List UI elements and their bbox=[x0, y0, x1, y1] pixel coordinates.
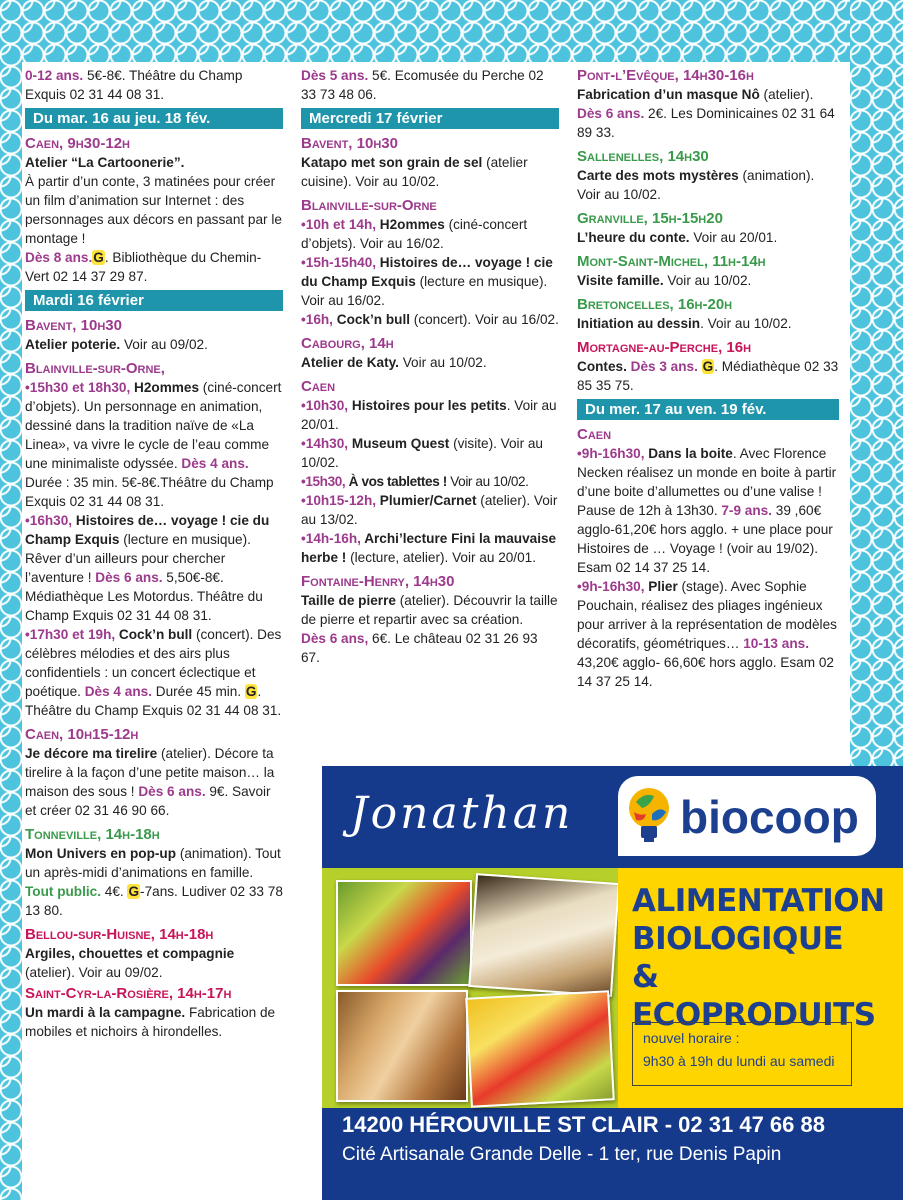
column-1 bbox=[25, 66, 283, 1041]
listing-text: •16h, Cock’n bull (concert). Voir au 16/02. bbox=[301, 312, 559, 327]
listing-text: •9h-16h30, Dans la boite. Avec Florence Necken réalisez un monde en boite à partir d’une boite d’allumettes ou d’une valise ! Pause de 12h à 13h30. 7-9 ans. 39 ,60€ agglo-61,20€ hors agglo. + une place pour Histoires de … Voyage ! (voir au 19/02). Esam 02 14 37 25 14. bbox=[577, 446, 837, 575]
listing-text: •14h30, Museum Quest (visite). Voir au 10/02. bbox=[301, 436, 543, 470]
town-heading: Bavent, 10h30 bbox=[301, 135, 398, 152]
listing-text: Atelier poterie. Voir au 09/02. bbox=[25, 337, 208, 352]
town-heading: Sallenelles, 14h30 bbox=[577, 148, 709, 165]
listing-text: Fabrication d’un masque Nô (atelier). Dès 6 ans. 2€. Les Dominicaines 02 31 64 89 33. bbox=[577, 87, 835, 140]
listing-text: •10h15-12h, Plumier/Carnet (atelier). Voir au 13/02. bbox=[301, 493, 558, 527]
listing-text: Katapo met son grain de sel (atelier cuisine). Voir au 10/02. bbox=[301, 155, 528, 189]
hours-text: 9h30 à 19h du lundi au samedi bbox=[643, 1053, 835, 1069]
listing-text: L’heure du conte. Voir au 20/01. bbox=[577, 230, 778, 245]
town-heading: Cabourg, 14h bbox=[301, 335, 394, 352]
town-heading: Mortagne-au-Perche, 16h bbox=[577, 339, 752, 356]
town-heading: Tonneville, 14h-18h bbox=[25, 826, 160, 843]
g-badge: G bbox=[702, 359, 714, 374]
date-bar: Du mar. 16 au jeu. 18 fév. bbox=[25, 108, 283, 129]
slogan: ALIMENTATION BIOLOGIQUE & ECOPRODUITS bbox=[632, 883, 885, 1033]
listing-text: •15h30, À vos tablettes ! Voir au 10/02. bbox=[301, 474, 529, 489]
decorative-pattern-right bbox=[850, 0, 903, 766]
listing-text: Initiation au dessin. Voir au 10/02. bbox=[577, 316, 792, 331]
town-heading: Saint-Cyr-la-Rosière, 14h-17h bbox=[25, 985, 232, 1002]
town-heading: Fontaine-Henry, 14h30 bbox=[301, 573, 455, 590]
vegetables-photo bbox=[336, 880, 472, 986]
town-heading: Bretoncelles, 16h-20h bbox=[577, 296, 733, 313]
g-badge: G bbox=[128, 884, 140, 899]
bread-photo bbox=[336, 990, 468, 1102]
biocoop-advertisement bbox=[322, 766, 903, 1200]
listing-text: 0-12 ans. 5€-8€. Théâtre du Champ Exquis 02 31 44 08 31. bbox=[25, 68, 243, 102]
listing-text: •15h-15h40, Histoires de… voyage ! cie du Champ Exquis (lecture en musique). Voir au 16/02. bbox=[301, 255, 553, 308]
ad-middle bbox=[322, 868, 903, 1108]
listing-text: Carte des mots mystères (animation). Voir au 10/02. bbox=[577, 168, 815, 202]
ad-header bbox=[322, 766, 903, 868]
listing-text: Argiles, chouettes et compagnie (atelier). Voir au 09/02. bbox=[25, 946, 235, 980]
product-photos bbox=[322, 868, 618, 1108]
listing-text: Un mardi à la campagne. Fabrication de mobiles et nichoirs à hirondelles. bbox=[25, 1005, 276, 1039]
town-heading: Bavent, 10h30 bbox=[25, 317, 122, 334]
date-bar: Mardi 16 février bbox=[25, 290, 283, 311]
listing-text: Dès 5 ans. 5€. Ecomusée du Perche 02 33 73 48 06. bbox=[301, 68, 544, 102]
brand-name: biocoop bbox=[680, 791, 859, 843]
listing-text: •10h et 14h, H2ommes (ciné-concert d’objets). Voir au 16/02. bbox=[301, 217, 528, 251]
address-street: Cité Artisanale Grande Delle - 1 ter, rue Denis Papin bbox=[342, 1144, 782, 1165]
town-heading: Granville, 15h-15h20 bbox=[577, 210, 723, 227]
date-bar: Du mer. 17 au ven. 19 fév. bbox=[577, 399, 839, 420]
listing-text: Taille de pierre (atelier). Découvrir la taille de pierre et repartir avec sa création. Dès 6 ans, 6€. Le château 02 31 26 93 67. bbox=[301, 593, 558, 665]
listing-text: •10h30, Histoires pour les petits. Voir au 20/01. bbox=[301, 398, 557, 432]
town-heading: Caen bbox=[301, 378, 336, 395]
juice-photo bbox=[465, 990, 615, 1107]
town-heading: Bellou-sur-Huisne, 14h-18h bbox=[25, 926, 214, 943]
store-name: Jonathan bbox=[350, 788, 574, 839]
listing-text: Visite famille. Voir au 10/02. bbox=[577, 273, 752, 288]
listing-text: Contes. Dès 3 ans. G. Médiathèque 02 33 85 35 75. bbox=[577, 359, 839, 393]
column-3 bbox=[577, 66, 839, 691]
town-heading: Caen, 9h30-12h bbox=[25, 135, 130, 152]
town-heading: Caen, 10h15-12h bbox=[25, 726, 139, 743]
town-heading: Pont-l’Evêque, 14h30-16h bbox=[577, 67, 754, 84]
listing-text: •9h-16h30, Plier (stage). Avec Sophie Pouchain, réalisez des pliages ingénieux pour arriver à la représentation de modèles décoratifs, géométriques… 10-13 ans. 43,20€ agglo- 66,60€ hors agglo. Esam 02 14 37 25 14. bbox=[577, 579, 837, 689]
column-2 bbox=[301, 66, 559, 667]
cheese-photo bbox=[468, 873, 620, 997]
listing-text: •17h30 et 19h, Cock’n bull (concert). Des célèbres mélodies et des airs plus confidentiels : un concert éclectique et poétique. Dès 4 ans. Durée 45 min. G. Théâtre du Champ Exquis 02 31 44 08 31. bbox=[25, 627, 282, 718]
listing-text: •14h-16h, Archi’lecture Fini la mauvaise herbe ! (lecture, atelier). Voir au 20/01. bbox=[301, 531, 557, 565]
biocoop-logo bbox=[618, 776, 876, 856]
listing-text: •16h30, Histoires de… voyage ! cie du Champ Exquis (lecture en musique). Rêver d’un ailleurs pour chercher l’aventure ! Dès 6 ans. 5,50€-8€. Médiathèque Les Motordus. Théâtre du Champ Exquis 02 31 44 08 31. bbox=[25, 513, 270, 623]
address-phone: 14200 HÉROUVILLE ST CLAIR - 02 31 47 66 88 bbox=[342, 1112, 825, 1137]
town-heading: Mont-Saint-Michel, 11h-14h bbox=[577, 253, 766, 270]
listing-text: •15h30 et 18h30, H2ommes (ciné-concert d’objets). Un personnage en animation, dessiné dans la tradition naïve de «La Linea», va vivre le cycle de l’eau comme une minimaliste odyssée. Dès 4 ans. Durée : 35 min. 5€-8€.Théâtre du Champ Exquis 02 31 44 08 31. bbox=[25, 380, 282, 509]
listing-text: Mon Univers en pop-up (animation). Tout un après-midi d’animations en famille. Tout public. 4€. G-7ans. Ludiver 02 33 78 13 80. bbox=[25, 846, 283, 918]
town-heading: Blainville-sur-Orne, bbox=[25, 360, 165, 377]
town-heading: Caen bbox=[577, 426, 612, 443]
decorative-pattern-top bbox=[0, 0, 903, 62]
hours-title: nouvel horaire : bbox=[643, 1030, 740, 1046]
g-badge: G bbox=[245, 684, 257, 699]
opening-hours-box bbox=[632, 1022, 852, 1086]
decorative-pattern-left bbox=[0, 0, 22, 1200]
listing-text: Atelier de Katy. Voir au 10/02. bbox=[301, 355, 487, 370]
listing-text: Atelier “La Cartoonerie”. À partir d’un conte, 3 matinées pour créer un film d’animation sur Internet : des personnages aux décors en passant par le montage ! Dès 8 ans.G. Bibliothèque du Chemin-Vert 02 14 37 29 87. bbox=[25, 155, 282, 284]
lightbulb-icon bbox=[624, 786, 674, 844]
date-bar: Mercredi 17 février bbox=[301, 108, 559, 129]
listing-text: Je décore ma tirelire (atelier). Décore ta tirelire à la façon d’une petite maison… la maison des sous ! Dès 6 ans. 9€. Savoir et créer 02 31 46 90 66. bbox=[25, 746, 275, 818]
slogan-panel bbox=[618, 868, 903, 1108]
town-heading: Blainville-sur-Orne bbox=[301, 197, 437, 214]
g-badge: G bbox=[93, 250, 104, 265]
